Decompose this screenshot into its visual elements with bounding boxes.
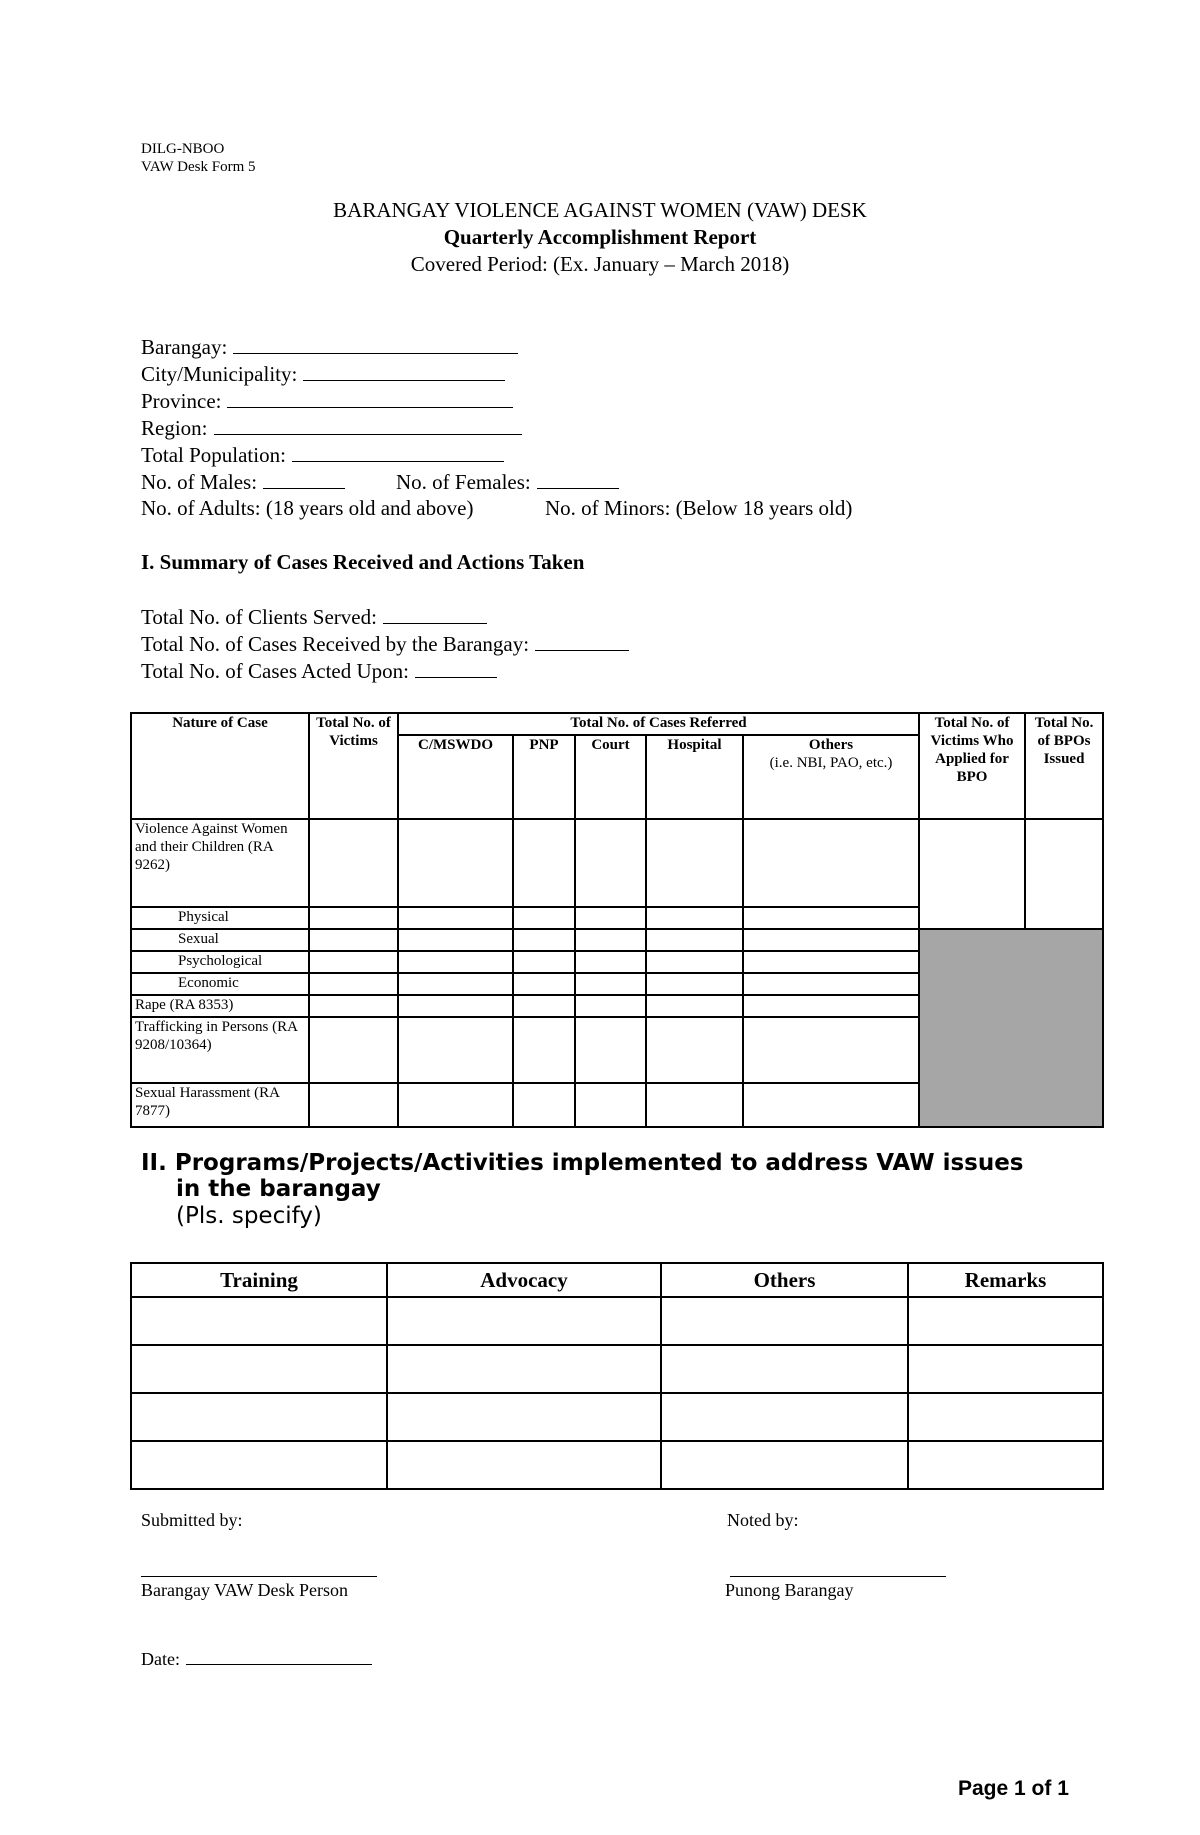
females-label: No. of Females: bbox=[396, 470, 531, 494]
cell-input[interactable] bbox=[131, 1441, 387, 1489]
cases-table bbox=[130, 712, 1104, 1128]
section-2-note: (Pls. specify) bbox=[176, 1203, 322, 1229]
cell-input[interactable] bbox=[513, 1017, 575, 1083]
cell-input[interactable] bbox=[646, 1017, 743, 1083]
cell-input[interactable] bbox=[661, 1345, 908, 1393]
cell-input[interactable] bbox=[387, 1297, 661, 1345]
col-referred-header: Total No. of Cases Referred bbox=[398, 713, 919, 735]
females-field bbox=[396, 468, 619, 496]
adults-field: No. of Adults: (18 years old and above) bbox=[141, 496, 474, 520]
cell-input[interactable] bbox=[387, 1393, 661, 1441]
cell-input[interactable] bbox=[398, 1017, 513, 1083]
cell-input[interactable] bbox=[575, 973, 646, 995]
date-field bbox=[141, 1648, 372, 1670]
acted-field bbox=[141, 657, 497, 685]
cell-input[interactable] bbox=[646, 951, 743, 973]
col-advocacy-header: Advocacy bbox=[387, 1263, 661, 1297]
cell-input[interactable] bbox=[908, 1345, 1103, 1393]
shaded-area bbox=[919, 929, 1103, 1127]
document-subtitle: Quarterly Accomplishment Report bbox=[443, 225, 757, 249]
col-victims-header: Total No. of Victims bbox=[309, 713, 398, 819]
col-others-header bbox=[743, 735, 919, 819]
cell-input[interactable] bbox=[309, 951, 398, 973]
cell-input[interactable] bbox=[398, 1083, 513, 1127]
row-physical-label: Physical bbox=[131, 907, 309, 929]
col-bpos-header: Total No. of BPOs Issued bbox=[1025, 713, 1103, 819]
cell-input[interactable] bbox=[575, 819, 646, 907]
cell-input[interactable] bbox=[575, 1083, 646, 1127]
col-training-header: Training bbox=[131, 1263, 387, 1297]
col-others-sublabel: (i.e. NBI, PAO, etc.) bbox=[769, 755, 893, 771]
cell-input[interactable] bbox=[743, 1017, 919, 1083]
cell-input[interactable] bbox=[309, 819, 398, 907]
province-field bbox=[141, 387, 513, 415]
cell-input[interactable] bbox=[131, 1297, 387, 1345]
cell-input[interactable] bbox=[513, 907, 575, 929]
cell-input[interactable] bbox=[908, 1297, 1103, 1345]
cell-input[interactable] bbox=[387, 1345, 661, 1393]
submitted-signature-line[interactable] bbox=[141, 1576, 377, 1577]
population-input[interactable] bbox=[292, 441, 504, 462]
cell-input[interactable] bbox=[575, 995, 646, 1017]
document-title: BARANGAY VIOLENCE AGAINST WOMEN (VAW) DESK bbox=[333, 198, 867, 222]
cell-input[interactable] bbox=[919, 819, 1025, 929]
row-sexual-label: Sexual bbox=[131, 929, 309, 951]
cell-input[interactable] bbox=[743, 929, 919, 951]
noted-by-label: Noted by: bbox=[727, 1510, 799, 1530]
date-input[interactable] bbox=[186, 1648, 372, 1665]
cell-input[interactable] bbox=[908, 1393, 1103, 1441]
region-input[interactable] bbox=[214, 414, 522, 435]
cell-input[interactable] bbox=[908, 1441, 1103, 1489]
acted-label: Total No. of Cases Acted Upon: bbox=[141, 659, 409, 683]
cell-input[interactable] bbox=[309, 907, 398, 929]
population-field bbox=[141, 441, 504, 469]
population-label: Total Population: bbox=[141, 443, 286, 467]
page-number: Page 1 of 1 bbox=[958, 1777, 1069, 1800]
received-input[interactable] bbox=[535, 630, 629, 651]
cell-input[interactable] bbox=[743, 973, 919, 995]
col-applied-header: Total No. of Victims Who Applied for BPO bbox=[919, 713, 1025, 819]
row-rape-label: Rape (RA 8353) bbox=[131, 995, 309, 1017]
cell-input[interactable] bbox=[131, 1393, 387, 1441]
punong-barangay-label: Punong Barangay bbox=[725, 1580, 854, 1600]
col-others-header: Others bbox=[661, 1263, 908, 1297]
cell-input[interactable] bbox=[398, 995, 513, 1017]
barangay-field bbox=[141, 333, 518, 361]
cell-input[interactable] bbox=[575, 951, 646, 973]
cell-input[interactable] bbox=[398, 907, 513, 929]
received-label: Total No. of Cases Received by the Barangay: bbox=[141, 632, 530, 656]
region-label: Region: bbox=[141, 416, 208, 440]
col-others-label: Others bbox=[808, 737, 854, 753]
cell-input[interactable] bbox=[513, 973, 575, 995]
cell-input[interactable] bbox=[387, 1441, 661, 1489]
org-code: DILG-NBOO bbox=[141, 141, 225, 157]
females-input[interactable] bbox=[537, 468, 619, 489]
cell-input[interactable] bbox=[309, 1017, 398, 1083]
cell-input[interactable] bbox=[131, 1345, 387, 1393]
cell-input[interactable] bbox=[743, 819, 919, 907]
cell-input[interactable] bbox=[743, 995, 919, 1017]
clients-input[interactable] bbox=[383, 603, 487, 624]
cell-input[interactable] bbox=[646, 973, 743, 995]
cell-input[interactable] bbox=[398, 819, 513, 907]
row-trafficking-label: Trafficking in Persons (RA 9208/10364) bbox=[131, 1017, 309, 1083]
cell-input[interactable] bbox=[743, 1083, 919, 1127]
cell-input[interactable] bbox=[575, 907, 646, 929]
cell-input[interactable] bbox=[575, 1017, 646, 1083]
cell-input[interactable] bbox=[575, 929, 646, 951]
cell-input[interactable] bbox=[646, 995, 743, 1017]
cell-input[interactable] bbox=[1025, 819, 1103, 929]
minors-field: No. of Minors: (Below 18 years old) bbox=[545, 496, 853, 520]
col-pnp-header: PNP bbox=[513, 735, 575, 819]
col-court-header: Court bbox=[575, 735, 646, 819]
cell-input[interactable] bbox=[743, 951, 919, 973]
cell-input[interactable] bbox=[513, 995, 575, 1017]
received-field bbox=[141, 630, 629, 658]
section-1-title: I. Summary of Cases Received and Actions Taken bbox=[141, 550, 585, 574]
cell-input[interactable] bbox=[309, 929, 398, 951]
covered-period: Covered Period: (Ex. January – March 2018) bbox=[410, 252, 790, 276]
city-input[interactable] bbox=[303, 360, 505, 381]
barangay-label: Barangay: bbox=[141, 335, 228, 359]
cell-input[interactable] bbox=[513, 1083, 575, 1127]
vaw-desk-person-label: Barangay VAW Desk Person bbox=[141, 1580, 349, 1600]
barangay-input[interactable] bbox=[233, 333, 518, 354]
cell-input[interactable] bbox=[661, 1441, 908, 1489]
males-label: No. of Males: bbox=[141, 470, 258, 494]
cell-input[interactable] bbox=[309, 973, 398, 995]
section-2-title-line2: in the barangay bbox=[176, 1176, 381, 1202]
cell-input[interactable] bbox=[646, 929, 743, 951]
cell-input[interactable] bbox=[661, 1297, 908, 1345]
clients-label: Total No. of Clients Served: bbox=[141, 605, 377, 629]
province-label: Province: bbox=[141, 389, 222, 413]
cell-input[interactable] bbox=[513, 929, 575, 951]
col-remarks-header: Remarks bbox=[908, 1263, 1103, 1297]
programs-table bbox=[130, 1262, 1104, 1490]
cell-input[interactable] bbox=[646, 1083, 743, 1127]
cell-input[interactable] bbox=[398, 973, 513, 995]
cell-input[interactable] bbox=[661, 1393, 908, 1441]
row-harassment-label: Sexual Harassment (RA 7877) bbox=[131, 1083, 309, 1127]
col-nature-header: Nature of Case bbox=[131, 713, 309, 819]
clients-field bbox=[141, 603, 487, 631]
col-hospital-header: Hospital bbox=[646, 735, 743, 819]
cell-input[interactable] bbox=[398, 929, 513, 951]
cell-input[interactable] bbox=[743, 907, 919, 929]
acted-input[interactable] bbox=[415, 657, 497, 678]
date-label: Date: bbox=[141, 1649, 180, 1669]
males-input[interactable] bbox=[263, 468, 345, 489]
males-field bbox=[141, 468, 345, 496]
row-psychological-label: Psychological bbox=[131, 951, 309, 973]
province-input[interactable] bbox=[227, 387, 513, 408]
region-field bbox=[141, 414, 522, 442]
cell-input[interactable] bbox=[646, 907, 743, 929]
cell-input[interactable] bbox=[646, 819, 743, 907]
form-code: VAW Desk Form 5 bbox=[141, 159, 256, 175]
cell-input[interactable] bbox=[398, 951, 513, 973]
cell-input[interactable] bbox=[513, 819, 575, 907]
cell-input[interactable] bbox=[513, 951, 575, 973]
submitted-by-label: Submitted by: bbox=[141, 1510, 243, 1530]
row-vawc-label: Violence Against Women and their Children (RA 9262) bbox=[131, 819, 309, 907]
row-economic-label: Economic bbox=[131, 973, 309, 995]
noted-signature-line[interactable] bbox=[730, 1576, 946, 1577]
section-2-title-line1: II. Programs/Projects/Activities implemented to address VAW issues bbox=[141, 1150, 1024, 1176]
cell-input[interactable] bbox=[309, 995, 398, 1017]
city-field bbox=[141, 360, 505, 388]
cell-input[interactable] bbox=[309, 1083, 398, 1127]
col-cmswdo-header: C/MSWDO bbox=[398, 735, 513, 819]
city-label: City/Municipality: bbox=[141, 362, 298, 386]
